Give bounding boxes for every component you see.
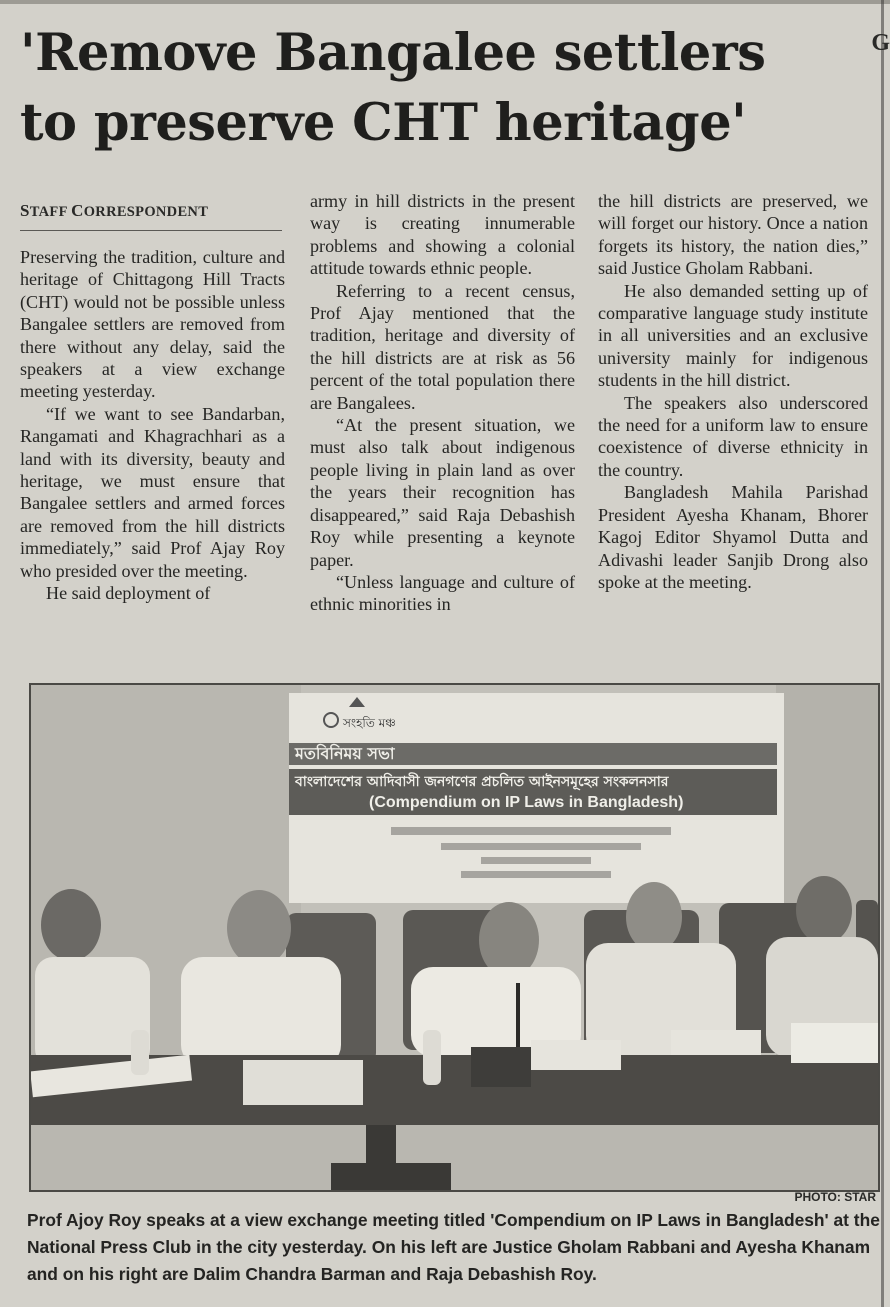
photo-caption: Prof Ajoy Roy speaks at a view exchange meeting titled 'Compendium on IP Laws in Bangladesh' at the National Press Club in the city yesterday. On his left are Justice Gholam Rabbani and Ayesha Khanam and on his right are Dalim Chandra Barman and Raja Debashish Roy. [27,1210,880,1284]
banner-org: সংহতি মঞ্চ [343,716,396,730]
paragraph: Referring to a recent census, Prof Ajay mentioned that the tradition, heritage and diversity of the hill districts are at risk as 56 percent of the total population there are Bangalees. [310,280,575,413]
banner-line-2: বাংলাদেশের আদিবাসী জনগণের প্রচলিত আইনসমূহের সংকলনসার [295,774,669,790]
paragraph: army in hill districts in the present way is creating innumerable problems and showing a colonial attitude towards ethnic people. [310,191,575,279]
article-column-1 [20,246,285,605]
byline: STAFF CORRESPONDENT [20,201,282,231]
headline-line-1: 'Remove Bangalee settlers [20,23,766,83]
banner-line-1: মতবিনিময় সভা [295,744,395,763]
paragraph: “If we want to see Bandarban, Rangamati and Khagrachhari as a land with its diversity, beauty and heritage, we must ensure that Bangalee settlers and armed forces are removed from the hill districts immediately,” said Prof Ajay Roy who presided over the meeting. [20,403,285,581]
page-top-edge [0,0,890,4]
paragraph: The speakers also underscored the need for a uniform law to ensure coexistence of diverse ethnicity in the country. [598,392,868,480]
paragraph: “At the present situation, we must also talk about indigenous people living in plain land as over the years their recognition has disappeared,” said Raja Debashish Roy while presenting a keynote paper. [310,415,575,570]
photo-credit: PHOTO: STAR [794,1190,876,1204]
paragraph: Bangladesh Mahila Parishad President Ayesha Khanam, Bhorer Kagoj Editor Shyamol Dutta and Adivashi leader Sanjib Drong also spoke at the meeting. [598,482,868,592]
article-column-2 [310,190,575,616]
news-photo [29,683,880,1192]
paragraph: He said deployment of [46,583,211,604]
photo-scene [31,685,878,1190]
article-column-3 [598,190,868,593]
article-headline [20,18,870,158]
paragraph: “Unless language and culture of ethnic minorities in [310,571,575,615]
adjacent-article-fragment: G [871,30,890,56]
paragraph: the hill districts are preserved, we will forget our history. Once a nation forgets its history, the nation dies,” said Justice Gholam Rabbani. [598,191,868,279]
headline-line-2: to preserve CHT heritage' [20,93,747,153]
paragraph: Preserving the tradition, culture and heritage of Chittagong Hill Tracts (CHT) would not be possible unless Bangalee settlers are removed from there without any delay, said the speakers at a view exchange meeting yesterday. [20,247,285,402]
paragraph: He also demanded setting up of comparative language study institute in all universities and an exclusive university mainly for indigenous students in the hill district. [598,280,868,391]
banner-line-3: (Compendium on IP Laws in Bangladesh) [369,794,684,811]
column-rule [881,0,884,1307]
